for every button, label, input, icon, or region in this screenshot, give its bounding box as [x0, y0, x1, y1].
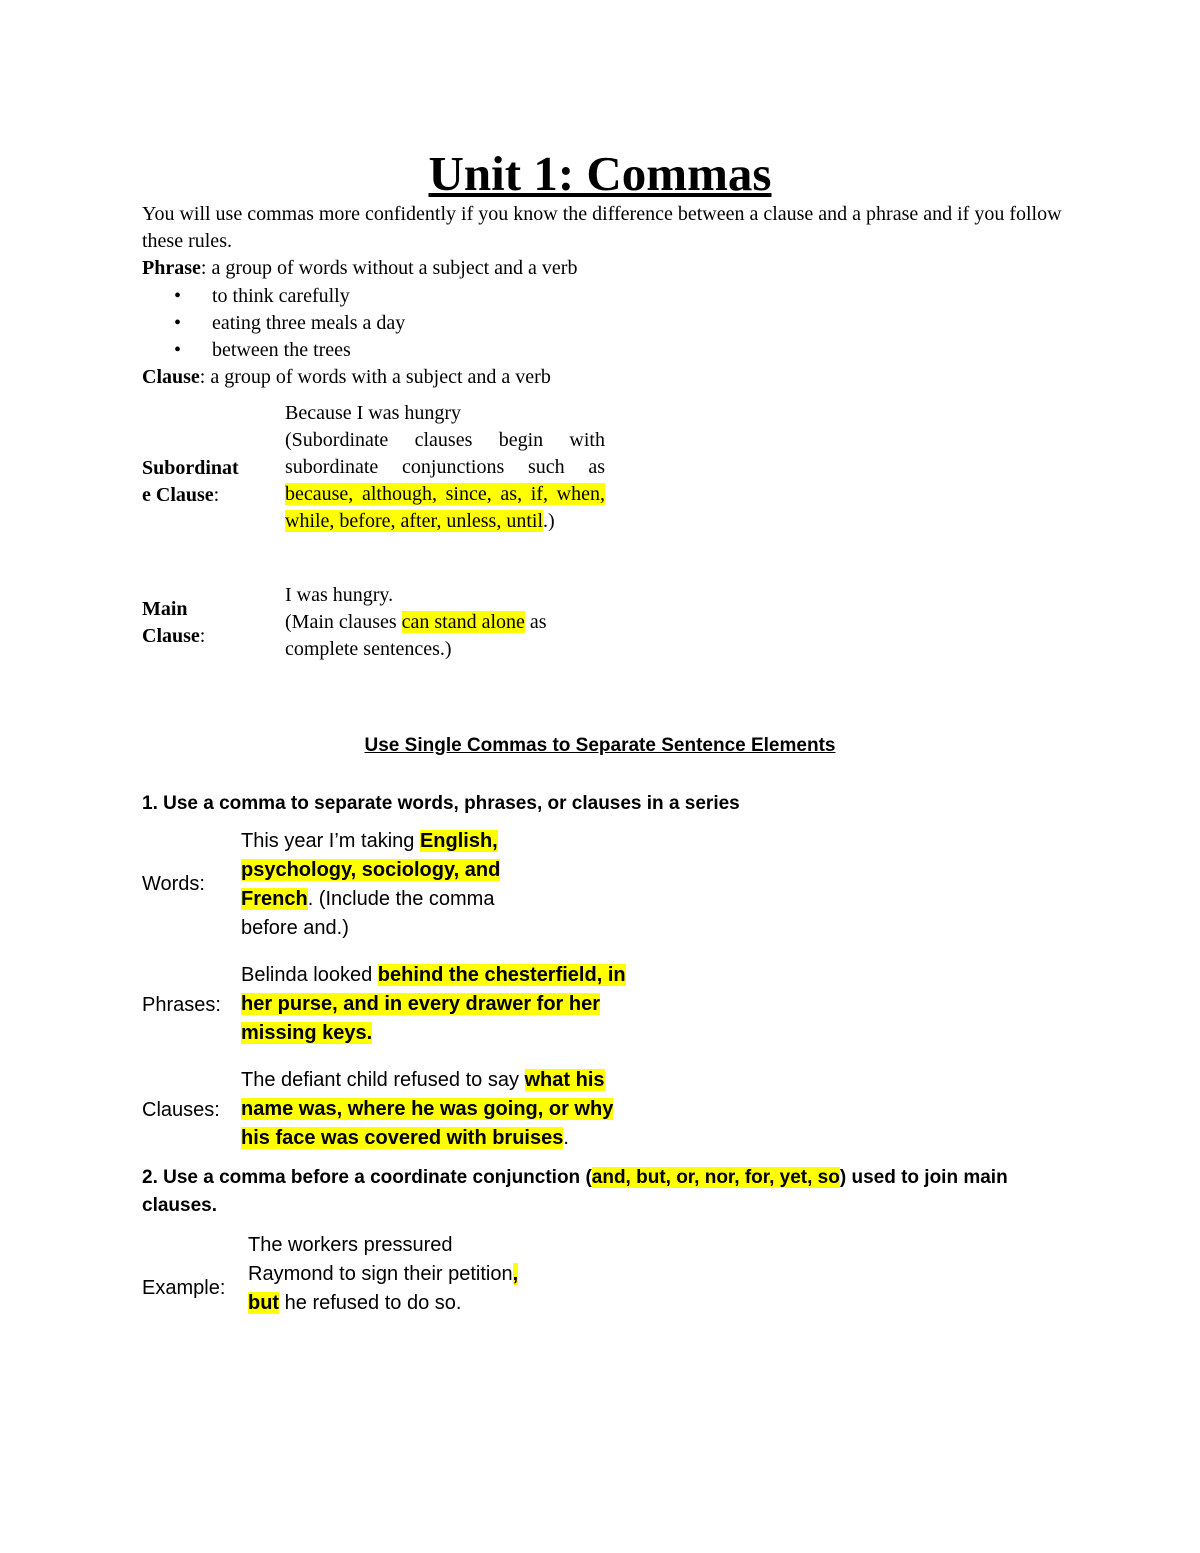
page-title: Unit 1: Commas	[428, 146, 772, 201]
clause-definition-text: : a group of words with a subject and a verb	[199, 366, 551, 388]
clauses-highlight: what his name was, where he was going, or why his face was covered with bruises	[241, 1069, 614, 1149]
subordinate-clause-example: Because I was hungry (Subordinate clauses begin with subordinate conjunctions such as because, although, since, as, if, when, while, before, after, unless, until.)	[285, 400, 605, 535]
list-item: • eating three meals a day	[170, 310, 405, 337]
example-label: Example:	[142, 1277, 226, 1299]
clause-definition	[142, 364, 551, 391]
phrase-term: Phrase	[142, 257, 201, 279]
subordinate-clause-label: Subordinat e Clause:	[142, 457, 239, 506]
rule-2-heading: 2. Use a comma before a coordinate conjunction (and, but, or, nor, for, yet, so) used to join main clauses.	[142, 1167, 1008, 1216]
words-example: This year I’m taking English, psychology, sociology, and French. (Include the comma before and.)	[241, 830, 501, 939]
phrase-definition-text: : a group of words without a subject and a verb	[200, 257, 578, 279]
bullet-icon: •	[174, 312, 182, 334]
clause-term: Clause	[142, 366, 200, 388]
main-clause-example: I was hungry. (Main clauses can stand alone as complete sentences.)	[285, 582, 605, 663]
phrases-highlight: behind the chesterfield, in her purse, and in every drawer for her missing keys.	[241, 964, 626, 1044]
words-highlight: English, psychology, sociology, and French	[241, 830, 501, 910]
phrase-examples-list	[170, 283, 405, 364]
subordinate-conjunctions-highlight: because, although, since, as, if, when, while, before, after, unless, until	[285, 483, 605, 532]
rule-1-heading: 1. Use a comma to separate words, phrases, or clauses in a series	[142, 793, 740, 814]
main-clause-highlight: can stand alone	[401, 611, 525, 633]
main-clause-label: Main Clause:	[142, 598, 206, 647]
but-highlight: , but	[248, 1263, 519, 1314]
phrases-example: Belinda looked behind the chesterfield, in her purse, and in every drawer for her missing keys.	[241, 964, 626, 1044]
bullet-icon: •	[174, 339, 182, 361]
list-item: • between the trees	[170, 337, 405, 364]
rule-2-example: The workers pressured Raymond to sign their petition, but he refused to do so.	[248, 1234, 519, 1314]
phrases-label: Phrases:	[142, 994, 221, 1016]
clauses-label: Clauses:	[142, 1099, 220, 1121]
coordinate-conjunctions-highlight: and, but, or, nor, for, yet, so	[591, 1167, 840, 1188]
list-item: • to think carefully	[170, 283, 405, 310]
phrase-definition	[142, 255, 577, 282]
bullet-icon: •	[174, 285, 182, 307]
main-clause-note: (Main clauses can stand alone as complete sentences.)	[285, 611, 547, 660]
words-label: Words:	[142, 873, 205, 895]
intro-paragraph: You will use commas more confidently if you know the difference between a clause and a phrase and if you follow these rules.	[142, 203, 1062, 252]
subordinate-clause-note: (Subordinate clauses begin with subordinate conjunctions such as because, although, since, as, if, when, while, before, after, unless, until.)	[285, 429, 605, 532]
section-title: Use Single Commas to Separate Sentence Elements	[364, 735, 836, 756]
clauses-example: The defiant child refused to say what his name was, where he was going, or why his face was covered with bruises.	[241, 1069, 614, 1149]
